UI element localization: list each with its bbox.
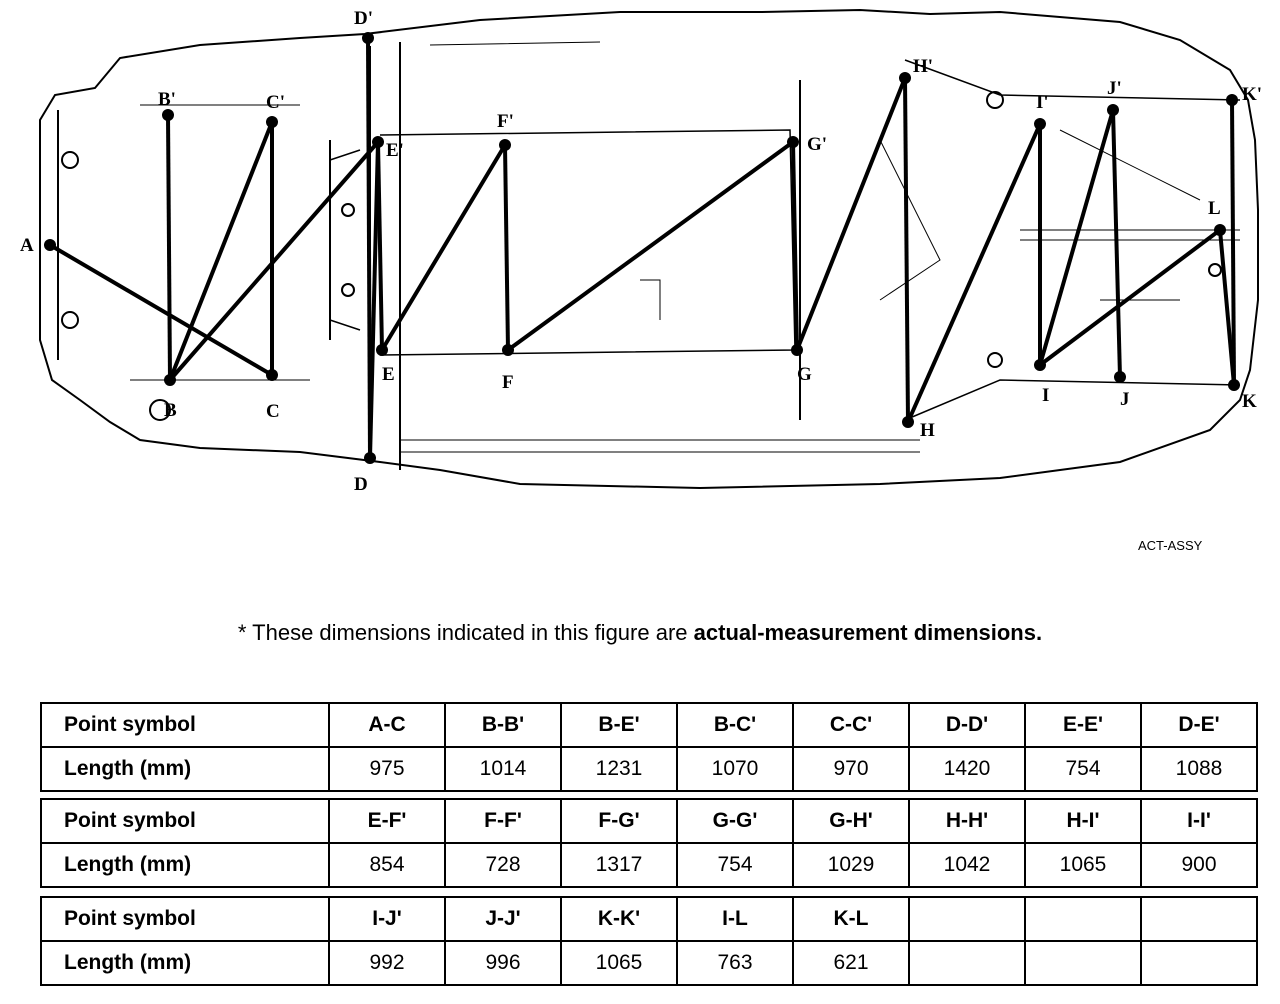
note-emphasis: actual-measurement dimensions. <box>693 620 1043 645</box>
point-label: D <box>354 474 368 495</box>
point-marker-jp <box>1107 104 1119 116</box>
figure-code: ACT-ASSY <box>1138 538 1203 553</box>
length-cell: 900 <box>1141 843 1257 887</box>
point-symbol-cell: K-L <box>793 897 909 941</box>
measurement-line-i-l <box>1040 230 1220 365</box>
length-row <box>41 747 1257 791</box>
point-label: C' <box>266 92 285 113</box>
length-cell <box>1141 941 1257 985</box>
point-symbol-header: Point symbol <box>41 703 329 747</box>
measurement-line-h-hp <box>905 78 908 422</box>
length-cell: 1029 <box>793 843 909 887</box>
point-label: J' <box>1107 78 1122 99</box>
point-symbol-cell: A-C <box>329 703 445 747</box>
measurement-line-f-gp <box>508 142 793 350</box>
point-marker-bp <box>162 109 174 121</box>
point-label: A <box>20 235 34 256</box>
point-symbol-cell: F-F' <box>445 799 561 843</box>
dimension-table-1 <box>40 702 1258 792</box>
point-label: E <box>382 364 395 385</box>
point-symbol-cell: G-H' <box>793 799 909 843</box>
measurement-line-j-jp <box>1113 110 1120 377</box>
length-cell: 1317 <box>561 843 677 887</box>
point-symbol-header: Point symbol <box>41 799 329 843</box>
point-marker-i <box>1034 359 1046 371</box>
point-symbol-cell: G-G' <box>677 799 793 843</box>
point-symbol-header: Point symbol <box>41 897 329 941</box>
point-symbol-cell: I-L <box>677 897 793 941</box>
length-cell: 1065 <box>1025 843 1141 887</box>
point-label: H' <box>913 56 934 77</box>
point-symbol-cell: B-C' <box>677 703 793 747</box>
point-label: C <box>266 401 280 422</box>
point-symbol-cell: I-I' <box>1141 799 1257 843</box>
point-marker-c <box>266 369 278 381</box>
point-label: J <box>1120 389 1130 410</box>
point-symbol-cell: D-E' <box>1141 703 1257 747</box>
length-cell: 621 <box>793 941 909 985</box>
point-marker-f <box>502 344 514 356</box>
point-label: F <box>502 372 514 393</box>
point-label: H <box>920 420 935 441</box>
length-row <box>41 941 1257 985</box>
length-cell: 970 <box>793 747 909 791</box>
length-cell: 1065 <box>561 941 677 985</box>
length-cell: 992 <box>329 941 445 985</box>
note-prefix: * These dimensions indicated in this figure are <box>237 620 694 645</box>
measurement-line-h-ip <box>908 124 1040 422</box>
point-marker-ep <box>372 136 384 148</box>
symbol-row <box>41 799 1257 843</box>
length-cell: 1070 <box>677 747 793 791</box>
point-marker-gp <box>787 136 799 148</box>
point-marker-fp <box>499 139 511 151</box>
length-cell: 1231 <box>561 747 677 791</box>
point-marker-a <box>44 239 56 251</box>
symbol-row <box>41 897 1257 941</box>
point-label: G' <box>807 134 828 155</box>
point-label: D' <box>354 8 373 29</box>
point-label: K <box>1242 391 1257 412</box>
point-label: L <box>1208 198 1221 219</box>
length-cell <box>909 941 1025 985</box>
measurement-line-i-jp <box>1040 110 1113 365</box>
dimension-table-2 <box>40 798 1258 888</box>
length-cell: 754 <box>677 843 793 887</box>
point-symbol-cell: D-D' <box>909 703 1025 747</box>
point-marker-hp <box>899 72 911 84</box>
dimension-note <box>0 620 1280 646</box>
point-marker-b <box>164 374 176 386</box>
measurement-line-a-c <box>50 245 272 375</box>
point-symbol-cell: B-B' <box>445 703 561 747</box>
length-header: Length (mm) <box>41 747 329 791</box>
point-marker-g <box>791 344 803 356</box>
point-symbol-cell: C-C' <box>793 703 909 747</box>
point-label: G <box>797 364 812 385</box>
point-label: E' <box>386 140 404 161</box>
symbol-row <box>41 703 1257 747</box>
point-label: I <box>1042 385 1050 406</box>
point-label: I' <box>1036 92 1049 113</box>
measurement-line-g-hp <box>797 78 905 350</box>
point-symbol-cell: B-E' <box>561 703 677 747</box>
length-cell: 754 <box>1025 747 1141 791</box>
length-cell: 1088 <box>1141 747 1257 791</box>
dimension-table-3 <box>40 896 1258 986</box>
point-symbol-cell <box>1025 897 1141 941</box>
point-symbol-cell: E-E' <box>1025 703 1141 747</box>
point-marker-e <box>376 344 388 356</box>
length-cell: 1420 <box>909 747 1025 791</box>
length-cell: 996 <box>445 941 561 985</box>
length-cell: 975 <box>329 747 445 791</box>
point-symbol-cell: H-I' <box>1025 799 1141 843</box>
point-label: B <box>164 400 177 421</box>
point-marker-j <box>1114 371 1126 383</box>
point-label: K' <box>1242 84 1263 105</box>
point-symbol-cell: F-G' <box>561 799 677 843</box>
point-marker-ip <box>1034 118 1046 130</box>
measurement-line-b-bp <box>168 115 170 380</box>
point-symbol-cell: E-F' <box>329 799 445 843</box>
length-cell: 1014 <box>445 747 561 791</box>
underbody-diagram <box>0 0 1280 500</box>
point-label: B' <box>158 89 176 110</box>
point-symbol-cell: K-K' <box>561 897 677 941</box>
point-marker-kp <box>1226 94 1238 106</box>
point-symbol-cell: H-H' <box>909 799 1025 843</box>
length-cell: 1042 <box>909 843 1025 887</box>
point-marker-l <box>1214 224 1226 236</box>
length-header: Length (mm) <box>41 941 329 985</box>
point-label: F' <box>497 111 514 132</box>
point-symbol-cell: J-J' <box>445 897 561 941</box>
point-marker-dp <box>362 32 374 44</box>
length-cell <box>1025 941 1141 985</box>
point-marker-k <box>1228 379 1240 391</box>
measurement-line-k-kp <box>1232 100 1234 385</box>
measurement-lines <box>50 38 1234 458</box>
measurement-line-b-cp <box>170 122 272 380</box>
measurement-line-f-fp <box>505 145 508 350</box>
point-symbol-cell <box>909 897 1025 941</box>
length-cell: 763 <box>677 941 793 985</box>
point-symbol-cell <box>1141 897 1257 941</box>
point-marker-d <box>364 452 376 464</box>
point-marker-h <box>902 416 914 428</box>
point-symbol-cell: I-J' <box>329 897 445 941</box>
length-row <box>41 843 1257 887</box>
length-cell: 854 <box>329 843 445 887</box>
point-marker-cp <box>266 116 278 128</box>
length-cell: 728 <box>445 843 561 887</box>
length-header: Length (mm) <box>41 843 329 887</box>
